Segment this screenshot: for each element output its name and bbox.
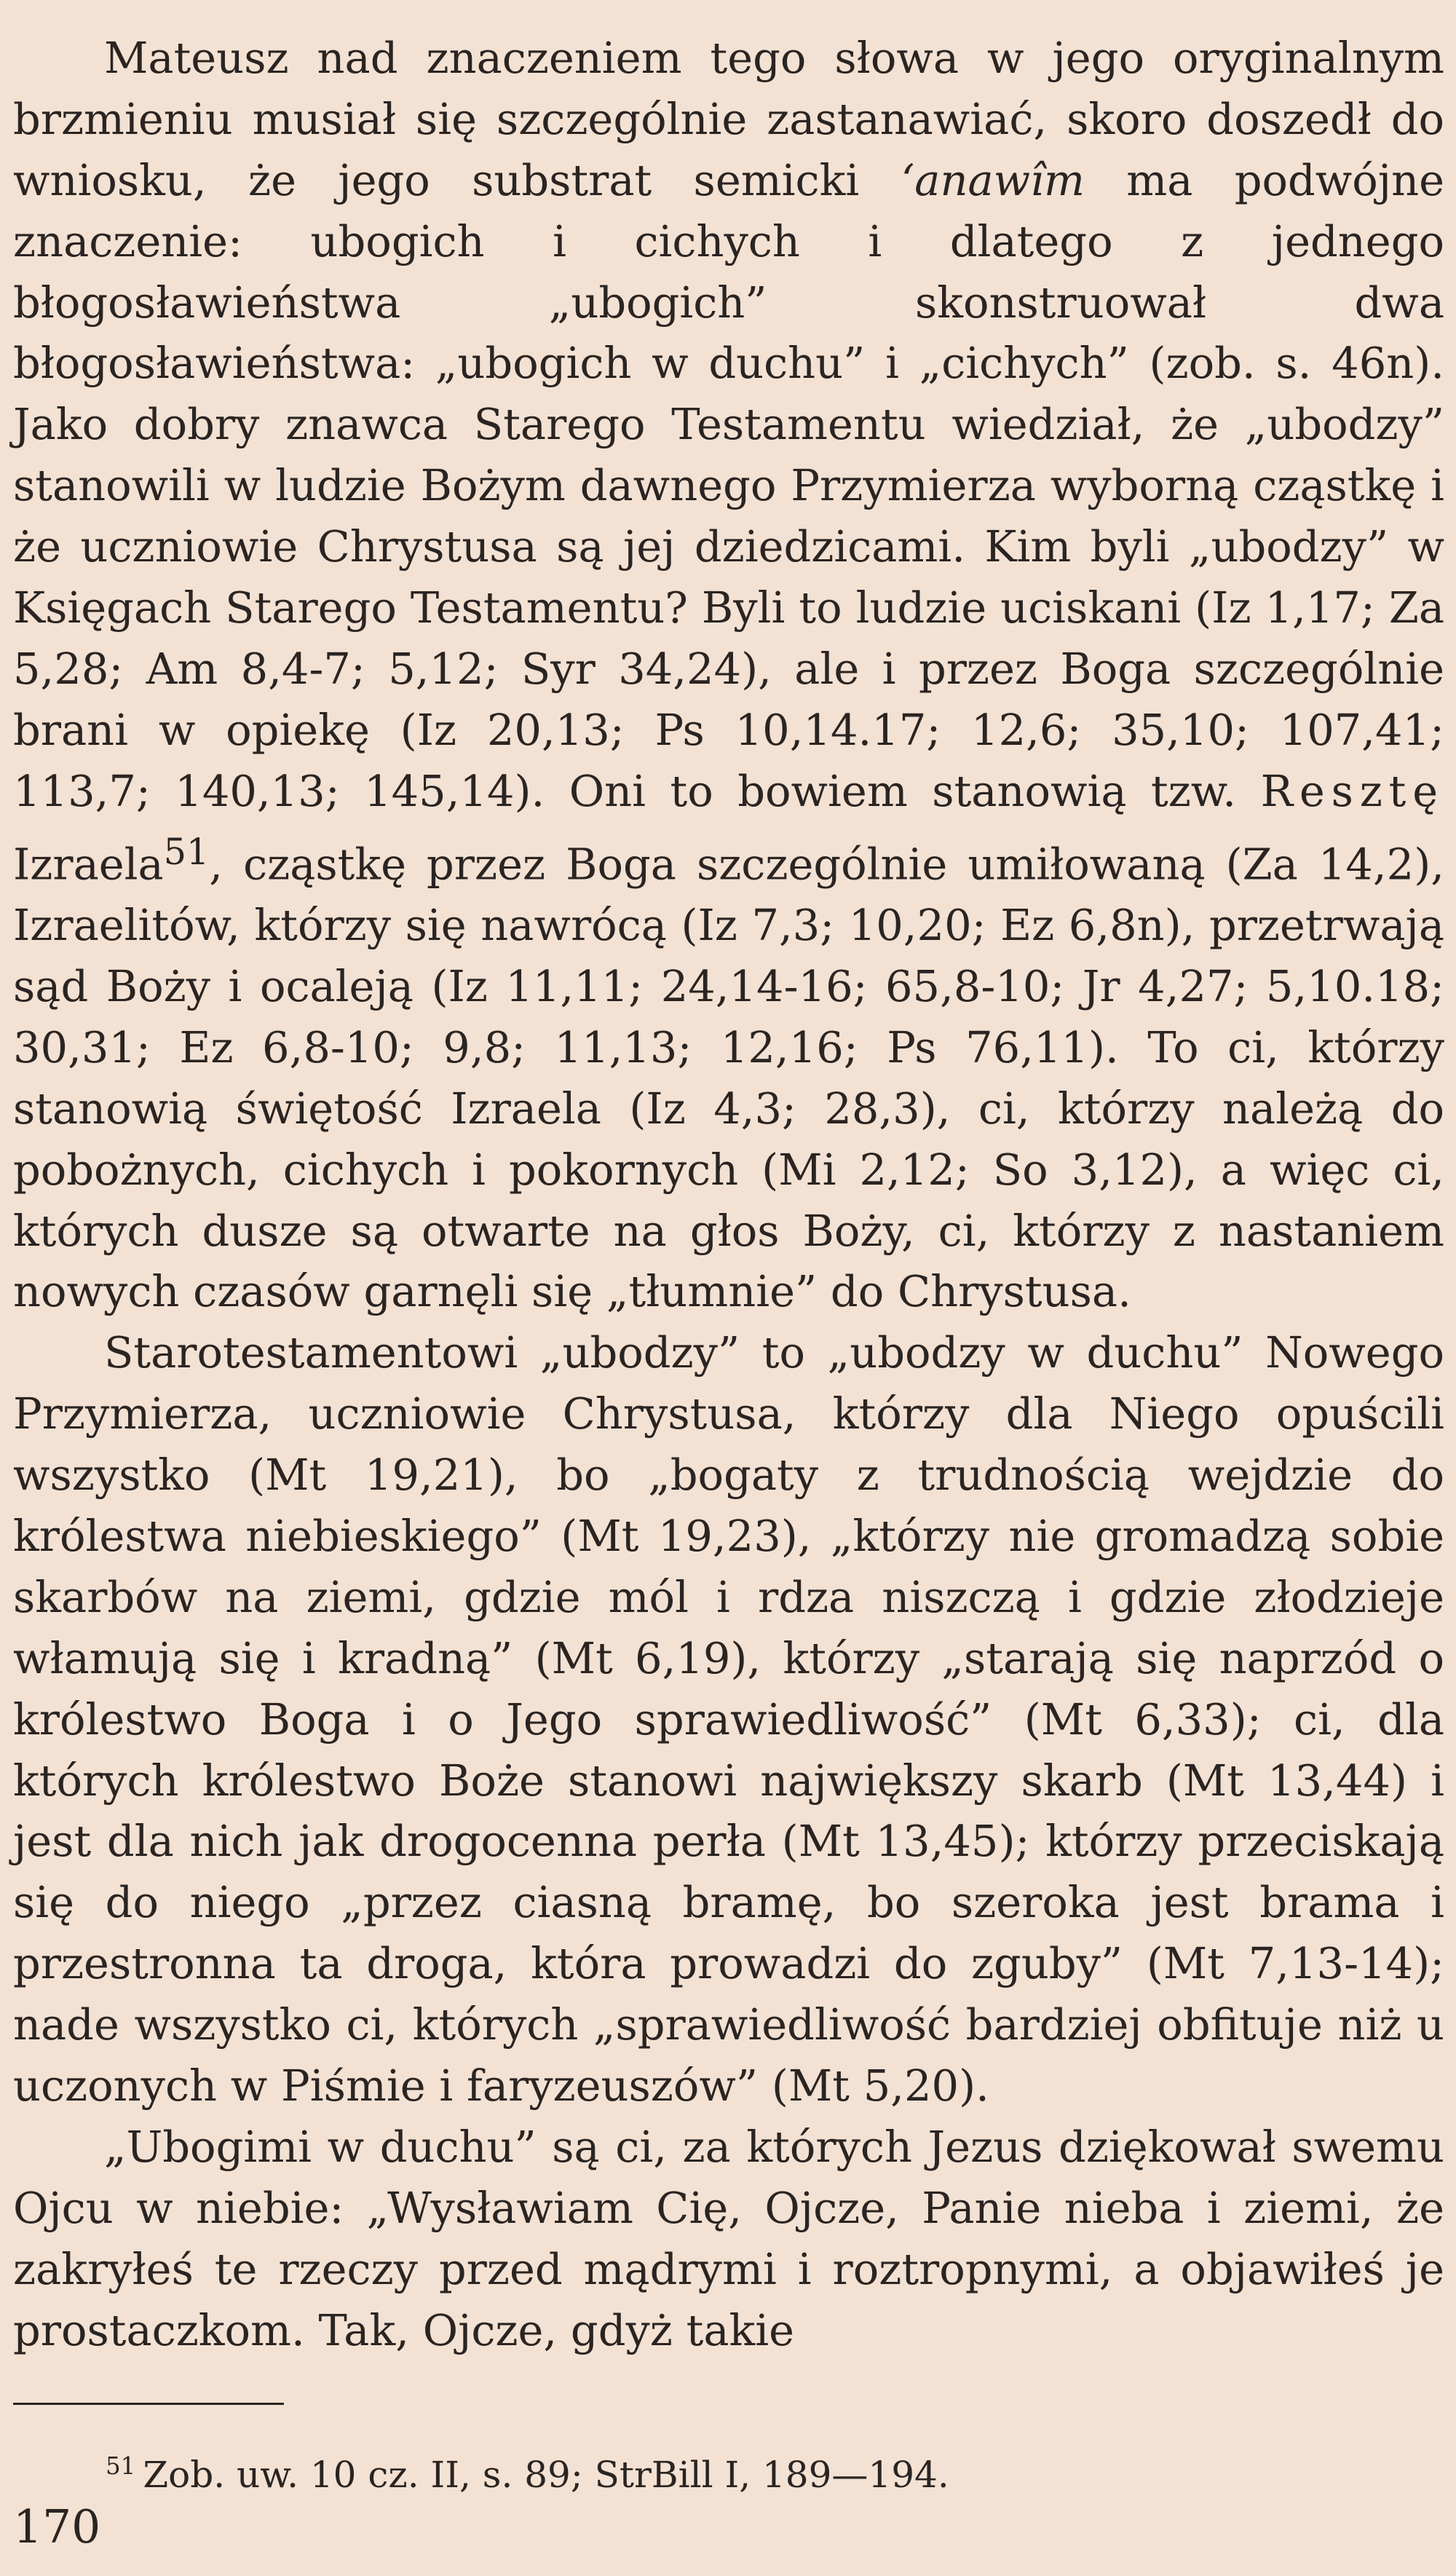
footnote-divider <box>13 2403 284 2405</box>
paragraph <box>13 2117 1444 2361</box>
footnote <box>106 2441 949 2500</box>
footnote-ref: 51 <box>163 830 210 873</box>
main-text <box>13 28 1444 2361</box>
footnote-number: 51 <box>106 2452 136 2480</box>
text-run: „Ubogimi w duchu” są ci, za których Jezus dziękował swemu Ojcu w niebie: „Wysławiam Cię, Ojcze, Panie nieba i ziemi, że zakryłeś te rzeczy przed mądrymi i roztropnymi, a objawiłeś je prostaczkom. Tak, Ojcze, gdyż takie <box>13 2121 1444 2355</box>
footnote-text: Zob. uw. 10 cz. II, s. 89; StrBill I, 189—194. <box>143 2453 949 2496</box>
text-run: ma podwójne znaczenie: ubogich i cichych i dlatego z jednego błogosławieństwa „ubogich” skonstruował dwa błogosławieństwa: „ubogich w duchu” i „cichych” (zob. s. 46n). Jako dobry znawca Starego Testamentu wiedział, że „ubodzy” stanowili w ludzie Bożym dawnego Przymierza wyborną cząstkę i że uczniowie Chrystusa są jej dziedzicami. Kim byli „ubodzy” w Księgach Starego Testamentu? Byli to ludzie uciskani (Iz 1,17; Za 5,28; Am 8,4-7; 5,12; Syr 34,24), ale i przez Boga szczególnie brani w opiekę (Iz 20,13; Ps 10,14.17; 12,6; 35,10; 107,41; 113,7; 140,13; 145,14). Oni to bowiem stanowią tzw. <box>13 154 1444 816</box>
text-run: Resztę <box>1260 765 1444 816</box>
text-run: Starotestamentowi „ubodzy” to „ubodzy w duchu” Nowego Przymierza, uczniowie Chrystusa, którzy dla Niego opuścili wszystko (Mt 19,21), bo „bogaty z trudnością wejdzie do królestwa niebieskiego” (Mt 19,23), „którzy nie gromadzą sobie skarbów na ziemi, gdzie mól i rdza niszczą i gdzie złodzieje włamują się i kradną” (Mt 6,19), którzy „starają się naprzód o królestwo Boga i o Jego sprawiedliwość” (Mt 6,33); ci, dla których królestwo Boże stanowi największy skarb (Mt 13,44) i jest dla nich jak drogocenna perła (Mt 13,45); którzy przeciskają się do niego „przez ciasną bramę, bo szeroka jest brama i przestronna ta droga, która prowadzi do zguby” (Mt 7,13-14); nade wszystko ci, których „sprawiedliwość bardziej obfituje niż u uczonych w Piśmie i faryzeuszów” (Mt 5,20). <box>13 1327 1444 2111</box>
page-number: 170 <box>13 2500 101 2553</box>
text-run: , cząstkę przez Boga szczególnie umiłowaną (Za 14,2), Izraelitów, którzy się nawrócą (Iz 7,3; 10,20; Ez 6,8n), przetrwają sąd Boży i ocaleją (Iz 11,11; 24,14-16; 65,8-10; Jr 4,27; 5,10.18; 30,31; Ez 6,8-10; 9,8; 11,13; 12,16; Ps 76,11). To ci, którzy stanowią świętość Izraela (Iz 4,3; 28,3), ci, którzy należą do pobożnych, cichych i pokornych (Mi 2,12; So 3,12), a więc ci, których dusze są otwarte na głos Boży, ci, którzy z nastaniem nowych czasów garnęli się „tłumnie” do Chrystusa. <box>13 839 1444 1317</box>
paragraph <box>13 1322 1444 2117</box>
text-run: Mateusz nad znaczeniem tego słowa w jego oryginalnym brzmieniu musiał się szczególnie zastanawiać, skoro doszedł do wniosku, że jego substrat semicki <box>13 33 1444 205</box>
paragraph <box>13 28 1444 1322</box>
text-run: ‘anawîm <box>901 154 1085 205</box>
text-run: Izraela <box>13 839 164 890</box>
